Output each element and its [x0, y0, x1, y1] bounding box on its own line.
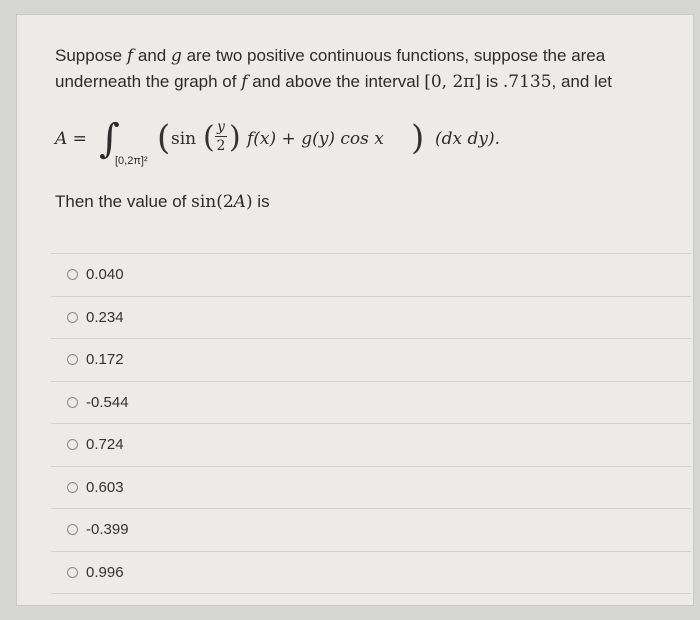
open-paren: (	[157, 118, 171, 158]
prompt-text: is	[252, 192, 270, 211]
question-text-part: and	[133, 46, 171, 65]
question-card	[16, 14, 694, 606]
answer-option-2[interactable]	[51, 296, 691, 339]
question-text-part: are two positive continuous functions, suppose the area underneath the graph of	[55, 46, 606, 91]
fraction-bar	[215, 136, 227, 137]
answer-options	[51, 253, 691, 594]
math-f: f	[126, 46, 134, 66]
fraction-y-over-2	[215, 119, 227, 154]
question-text-part: , and let	[551, 72, 613, 91]
radio-icon[interactable]	[67, 439, 78, 450]
answer-option-8[interactable]	[51, 551, 691, 595]
prompt-math: )	[245, 192, 253, 212]
answer-option-3[interactable]	[51, 338, 691, 381]
frac-open-paren: (	[203, 120, 215, 155]
radio-icon[interactable]	[67, 482, 78, 493]
answer-option-7[interactable]	[51, 508, 691, 551]
math-g: g	[170, 46, 182, 66]
answer-option-4[interactable]	[51, 381, 691, 424]
integral-domain: [0,2π]²	[115, 155, 148, 167]
answer-option-6[interactable]	[51, 466, 691, 509]
math-area-value: .7135	[502, 72, 552, 92]
sin-function: sin	[171, 129, 197, 149]
prompt-math: sin(2	[191, 192, 234, 212]
answer-label: 0.724	[86, 436, 124, 454]
question-text-part: is	[481, 72, 503, 91]
radio-icon[interactable]	[67, 524, 78, 535]
fraction-denominator: 2	[216, 138, 226, 154]
prompt-math-var: A	[233, 192, 246, 212]
fraction-numerator: y	[217, 119, 225, 135]
close-paren: )	[411, 118, 425, 158]
answer-label: 0.172	[86, 351, 124, 369]
question-text	[55, 43, 675, 95]
formula-integrand: f(x) + g(y) cos x	[247, 129, 384, 149]
answer-option-1[interactable]	[51, 253, 691, 296]
formula-measure: (dx dy).	[435, 129, 501, 149]
answer-label: 0.603	[86, 478, 124, 496]
question-text-part: and above the interval	[247, 72, 425, 91]
math-interval: [0, 2π]	[424, 72, 482, 92]
radio-icon[interactable]	[67, 397, 78, 408]
answer-label: 0.996	[86, 563, 124, 581]
formula-lhs: A =	[55, 129, 87, 149]
question-text-part: Suppose	[55, 46, 127, 65]
question-prompt	[55, 189, 270, 215]
integral-formula	[55, 116, 675, 183]
answer-label: 0.234	[86, 308, 124, 326]
answer-label: -0.544	[86, 393, 129, 411]
radio-icon[interactable]	[67, 354, 78, 365]
radio-icon[interactable]	[67, 567, 78, 578]
radio-icon[interactable]	[67, 269, 78, 280]
integral-sign: ∫	[99, 116, 120, 162]
radio-icon[interactable]	[67, 312, 78, 323]
frac-close-paren: )	[229, 120, 241, 155]
prompt-text: Then the value of	[55, 192, 192, 211]
answer-label: -0.399	[86, 521, 129, 539]
answer-option-5[interactable]	[51, 423, 691, 466]
answer-label: 0.040	[86, 266, 124, 284]
math-f: f	[241, 72, 248, 92]
